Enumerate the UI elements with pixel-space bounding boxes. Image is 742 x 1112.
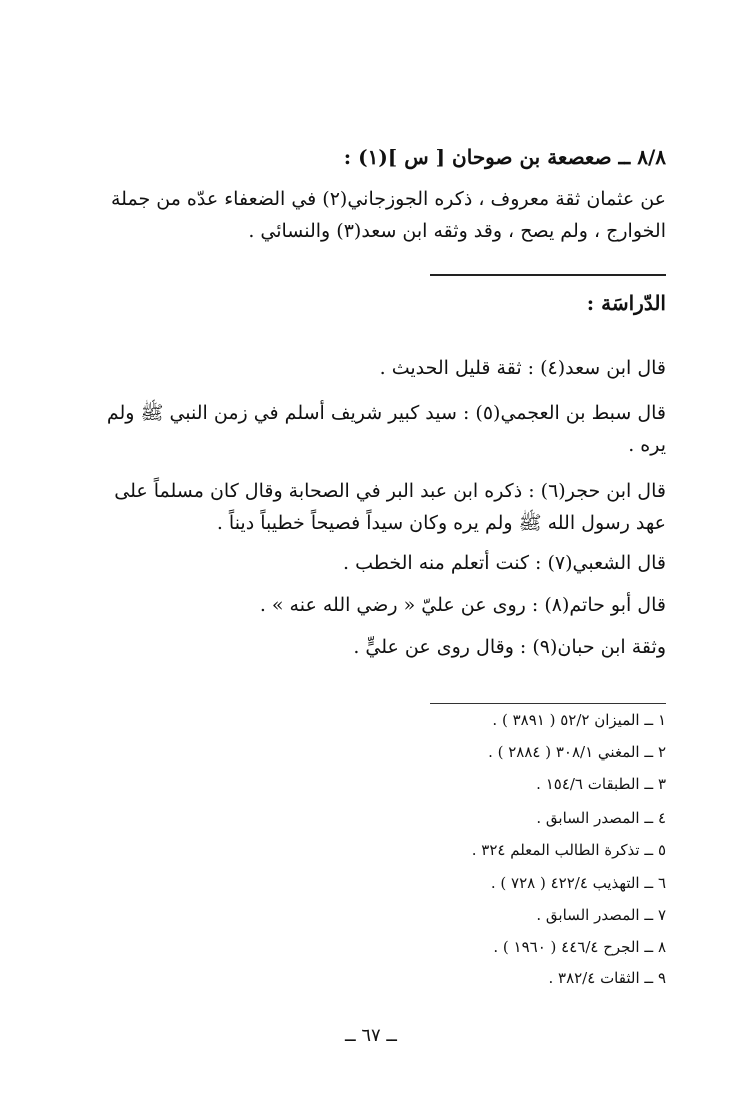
footnote-2: ٢ ــ المغني ٣٠٨/١ ( ٢٨٨٤ ) . — [488, 743, 666, 761]
study-line-8: وثقة ابن حبان(٩) : وقال روى عن عليٍّ . — [353, 636, 666, 658]
footnote-divider — [430, 703, 666, 704]
footnote-4: ٤ ــ المصدر السابق . — [536, 809, 666, 827]
section-divider — [430, 274, 666, 276]
page-number: ــ ٦٧ ــ — [345, 1025, 397, 1046]
footnote-9: ٩ ــ الثقات ٣٨٢/٤ . — [548, 969, 666, 987]
study-line-3: يره . — [628, 434, 666, 456]
footnote-8: ٨ ــ الجرح ٤٤٦/٤ ( ١٩٦٠ ) . — [493, 938, 666, 956]
study-line-5: عهد رسول الله ﷺ ولم يره وكان سيداً فصيحاً خطيباً ديناً . — [216, 512, 666, 534]
study-line-1: قال ابن سعد(٤) : ثقة قليل الحديث . — [379, 357, 666, 379]
study-line-7: قال أبو حاتم(٨) : روى عن عليّ « رضي الله عنه » . — [259, 594, 666, 616]
study-line-6: قال الشعبي(٧) : كنت أتعلم منه الخطب . — [343, 552, 666, 574]
intro-line-1: عن عثمان ثقة معروف ، ذكره الجوزجاني(٢) في الضعفاء عدّه من جملة — [111, 188, 666, 210]
study-line-4: قال ابن حجر(٦) : ذكره ابن عبد البر في الصحابة وقال كان مسلماً على — [114, 480, 666, 502]
footnote-1: ١ ــ الميزان ٥٢/٢ ( ٣٨٩١ ) . — [492, 711, 666, 729]
section-heading: ٨/٨ ــ صعصعة بن صوحان [ س ](١) : — [343, 145, 666, 169]
footnote-6: ٦ ــ التهذيب ٤٢٢/٤ ( ٧٢٨ ) . — [490, 874, 666, 892]
study-line-2: قال سبط بن العجمي(٥) : سيد كبير شريف أسلم في زمن النبي ﷺ ولم — [106, 402, 666, 424]
footnote-5: ٥ ــ تذكرة الطالب المعلم ٣٢٤ . — [471, 841, 666, 859]
study-title: الدّراسَة : — [586, 291, 666, 315]
footnote-7: ٧ ــ المصدر السابق . — [536, 906, 666, 924]
footnote-3: ٣ ــ الطبقات ١٥٤/٦ . — [536, 775, 666, 793]
intro-line-2: الخوارج ، ولم يصح ، وقد وثقه ابن سعد(٣) والنسائي . — [248, 220, 666, 242]
